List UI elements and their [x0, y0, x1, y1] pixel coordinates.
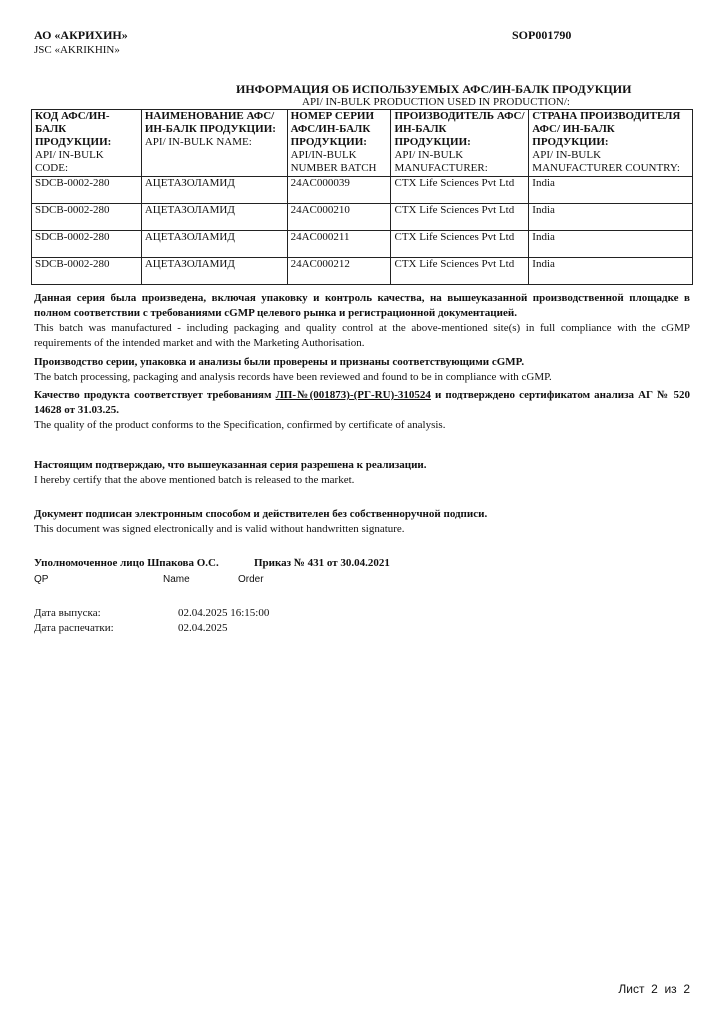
- table-cell: 24AC000211: [287, 231, 391, 258]
- table-cell: 24AC000210: [287, 204, 391, 231]
- table-row: [32, 231, 693, 258]
- order-reference: Приказ № 431 от 30.04.2021: [254, 557, 390, 569]
- table-cell: SDCB-0002-280: [32, 258, 142, 285]
- records-statement-en: The batch processing, packaging and analysis records have been reviewed and found to be in compliance with cGMP.: [34, 371, 552, 383]
- registration-reference: ЛП-№(001873)-(РГ-RU)-310524: [275, 389, 431, 401]
- company-name-en: JSC «AKRIKHIN»: [34, 44, 120, 56]
- company-header: [34, 28, 128, 58]
- esign-statement-ru: Документ подписан электронным способом и действителен без собственноручной подписи.: [34, 508, 488, 520]
- issue-date-label: Дата выпуска:: [34, 607, 101, 619]
- table-cell: CTX Life Sciences Pvt Ltd: [391, 177, 529, 204]
- gmp-statement-ru: Данная серия была произведена, включая упаковку и контроль качества, на вышеуказанной производственной площадке в полном соответствии с требованиями cGMP целевого рынка и регистрационной документацией.: [34, 292, 690, 319]
- order-label: Order: [238, 574, 264, 585]
- table-cell: India: [529, 231, 693, 258]
- column-header: ПРОИЗВОДИТЕЛЬ АФС/ ИН-БАЛК ПРОДУКЦИИ: API/ IN-BULK MANUFACTURER:: [391, 110, 529, 177]
- quality-statement-ru: Качество продукта соответствует требованиям ЛП-№(001873)-(РГ-RU)-310524 и подтверждено сертификатом анализа АГ № 520 14628 от 31.03.25.: [34, 389, 690, 416]
- table-cell: SDCB-0002-280: [32, 231, 142, 258]
- document-code: SOP001790: [512, 28, 572, 42]
- column-header: КОД АФС/ИН-БАЛК ПРОДУКЦИИ: API/ IN-BULK CODE:: [32, 110, 142, 177]
- table-cell: 24AC000212: [287, 258, 391, 285]
- quality-statement: [34, 388, 690, 433]
- quality-statement-en: The quality of the product conforms to the Specification, confirmed by certificate of analysis.: [34, 419, 446, 431]
- table-cell: India: [529, 258, 693, 285]
- api-table: [31, 109, 693, 285]
- column-header: НОМЕР СЕРИИ АФС/ИН-БАЛК ПРОДУКЦИИ: API/IN-BULK NUMBER BATCH: [287, 110, 391, 177]
- table-cell: 24AC000039: [287, 177, 391, 204]
- records-statement-ru: Производство серии, упаковка и анализы были проверены и признаны соответствующими cGMP.: [34, 356, 525, 368]
- records-statement: [34, 355, 690, 385]
- table-row: [32, 258, 693, 285]
- table-cell: SDCB-0002-280: [32, 204, 142, 231]
- page-title: ИНФОРМАЦИЯ ОБ ИСПОЛЬЗУЕМЫХ АФС/ИН-БАЛК ПРОДУКЦИИ: [236, 82, 632, 96]
- esign-statement: [34, 507, 690, 537]
- table-cell: SDCB-0002-280: [32, 177, 142, 204]
- table-cell: АЦЕТАЗОЛАМИД: [141, 258, 287, 285]
- gmp-statement-en: This batch was manufactured - including packaging and quality control at the above-mentioned site(s) in full compliance with the cGMP requirements of the intended market and with the Marketing Authorisation.: [34, 322, 690, 349]
- print-date-label: Дата распечатки:: [34, 622, 114, 634]
- table-row: [32, 177, 693, 204]
- table-cell: India: [529, 177, 693, 204]
- table-cell: АЦЕТАЗОЛАМИД: [141, 231, 287, 258]
- table-cell: АЦЕТАЗОЛАМИД: [141, 177, 287, 204]
- table-cell: India: [529, 204, 693, 231]
- qualified-person: Уполномоченное лицо Шпакова О.С.: [34, 557, 219, 569]
- name-label: Name: [163, 574, 190, 585]
- table-header-row: [32, 110, 693, 177]
- column-header: НАИМЕНОВАНИЕ АФС/ИН-БАЛК ПРОДУКЦИИ: API/ IN-BULK NAME:: [141, 110, 287, 177]
- qp-label: QP: [34, 574, 49, 585]
- table-cell: CTX Life Sciences Pvt Ltd: [391, 231, 529, 258]
- table-row: [32, 204, 693, 231]
- table-cell: АЦЕТАЗОЛАМИД: [141, 204, 287, 231]
- column-header: СТРАНА ПРОИЗВОДИТЕЛЯ АФС/ ИН-БАЛК ПРОДУКЦИИ: API/ IN-BULK MANUFACTURER COUNTRY:: [529, 110, 693, 177]
- company-name-ru: АО «АКРИХИН»: [34, 28, 128, 42]
- print-date-value: 02.04.2025: [178, 622, 228, 634]
- gmp-statement: [34, 291, 690, 351]
- table-cell: CTX Life Sciences Pvt Ltd: [391, 258, 529, 285]
- issue-date-value: 02.04.2025 16:15:00: [178, 607, 270, 619]
- page-subtitle: API/ IN-BULK PRODUCTION USED IN PRODUCTION/:: [302, 96, 570, 108]
- release-statement: [34, 458, 690, 488]
- release-statement-ru: Настоящим подтверждаю, что вышеуказанная серия разрешена к реализации.: [34, 459, 427, 471]
- release-statement-en: I hereby certify that the above mentioned batch is released to the market.: [34, 474, 355, 486]
- page-number: Лист 2 из 2: [618, 982, 690, 996]
- esign-statement-en: This document was signed electronically and is valid without handwritten signature.: [34, 523, 405, 535]
- table-cell: CTX Life Sciences Pvt Ltd: [391, 204, 529, 231]
